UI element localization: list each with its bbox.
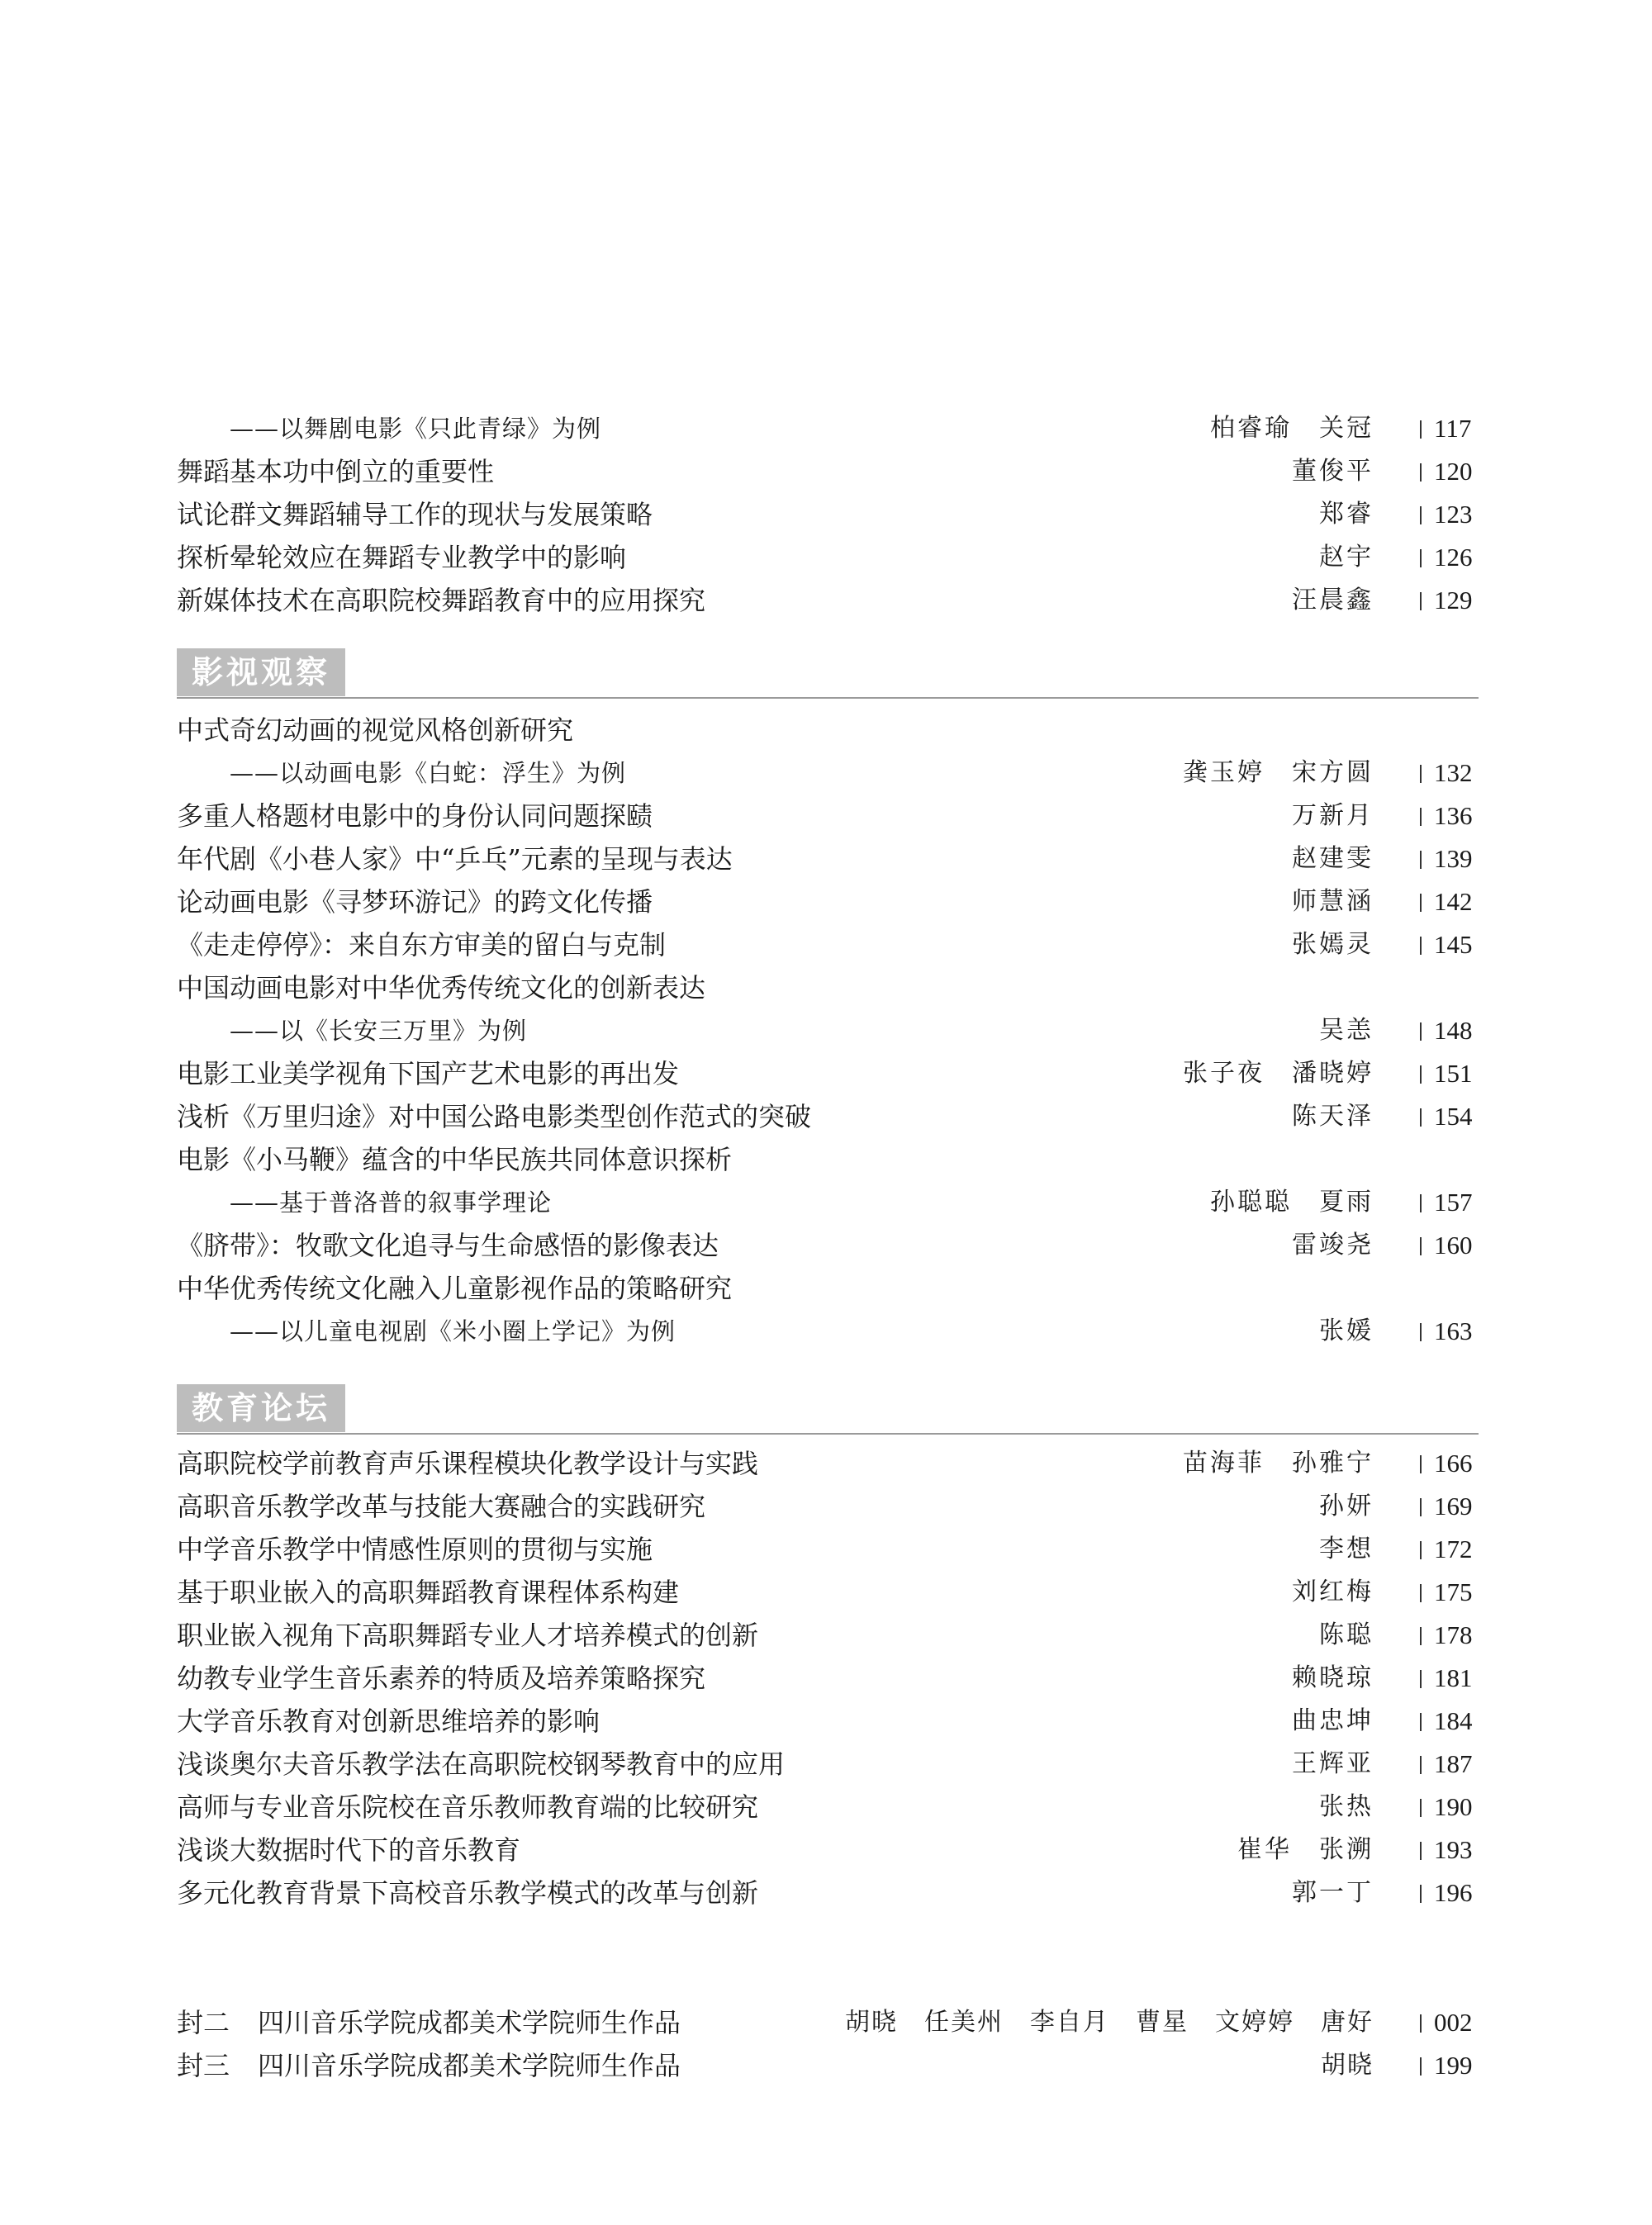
toc-entry-authors: 赵建雯 xyxy=(1292,844,1374,873)
toc-entry-129[interactable] xyxy=(177,579,1479,622)
page-separator-bar xyxy=(1420,1799,1422,1817)
toc-entry-193[interactable] xyxy=(177,1829,1479,1872)
toc-entry-126[interactable] xyxy=(177,536,1479,579)
toc-entry-title: 电影《小马鞭》蕴含的中华民族共同体意识探析 xyxy=(177,1144,733,1175)
toc-entry-title: 高职音乐教学改革与技能大赛融合的实践研究 xyxy=(177,1491,706,1522)
page-separator-bar xyxy=(1420,1713,1422,1731)
toc-entry-154[interactable] xyxy=(177,1095,1479,1138)
toc-entry-page: 196 xyxy=(1434,1878,1473,1907)
toc-entry-172[interactable] xyxy=(177,1528,1479,1571)
page-separator-bar xyxy=(1420,592,1422,610)
toc-entry-title-only[interactable] xyxy=(177,1138,1479,1181)
toc-entry-authors: 苗海菲 孙雅宁 xyxy=(1183,1449,1374,1478)
toc-entry-page: 139 xyxy=(1434,844,1473,873)
toc-entry-authors: 柏睿瑜 关冠 xyxy=(1210,414,1374,443)
toc-entry-page: 160 xyxy=(1434,1231,1473,1260)
toc-entry-169[interactable] xyxy=(177,1485,1479,1528)
toc-entry-title: 《走走停停》：来自东方审美的留白与克制 xyxy=(177,929,667,961)
page-separator-bar xyxy=(1420,2014,1422,2033)
section-label: 教育论坛 xyxy=(192,1389,331,1426)
page-separator-bar xyxy=(1420,1455,1422,1473)
toc-entry-authors: 雷竣尧 xyxy=(1292,1231,1374,1260)
page-separator-bar xyxy=(1420,1498,1422,1516)
toc-entry-authors: 王辉亚 xyxy=(1292,1749,1374,1778)
toc-entry-175[interactable] xyxy=(177,1571,1479,1614)
page-separator-bar xyxy=(1420,463,1422,482)
section-label-box xyxy=(177,648,345,696)
toc-entry-page: 123 xyxy=(1434,500,1473,529)
toc-entry-184[interactable] xyxy=(177,1700,1479,1743)
toc-entry-120[interactable] xyxy=(177,450,1479,493)
toc-entry-page: 187 xyxy=(1434,1749,1473,1778)
toc-entry-title: 新媒体技术在高职院校舞蹈教育中的应用探究 xyxy=(177,585,706,616)
toc-entry-title: 浅谈大数据时代下的音乐教育 xyxy=(177,1834,521,1866)
toc-entry-136[interactable] xyxy=(177,795,1479,837)
toc-entry-authors: 赵宇 xyxy=(1319,543,1374,572)
toc-entry-title: 浅谈奥尔夫音乐教学法在高职院校钢琴教育中的应用 xyxy=(177,1748,786,1780)
cover-page: 199 xyxy=(1434,2051,1473,2080)
toc-entry-166[interactable] xyxy=(177,1442,1479,1485)
page-separator-bar xyxy=(1420,420,1422,439)
section-header-film xyxy=(177,648,1479,698)
toc-entry-page: 151 xyxy=(1434,1059,1473,1088)
cover-title: 四川音乐学院成都美术学院师生作品 xyxy=(258,2007,681,2038)
cover-entry-inside-back[interactable] xyxy=(177,2044,1479,2087)
toc-entry-title-only[interactable] xyxy=(177,1267,1479,1310)
toc-entry-160[interactable] xyxy=(177,1224,1479,1267)
toc-entry-page: 129 xyxy=(1434,586,1473,614)
toc-entry-139[interactable] xyxy=(177,837,1479,880)
toc-entry-authors: 龚玉婷 宋方圆 xyxy=(1183,758,1374,787)
toc-entry-page: 166 xyxy=(1434,1449,1473,1478)
toc-entry-page: 184 xyxy=(1434,1706,1473,1735)
section-label: 影视观察 xyxy=(192,653,331,690)
toc-entry-subtitle: ——以舞剧电影《只此青绿》为例 xyxy=(230,415,602,443)
cover-page: 002 xyxy=(1434,2008,1473,2037)
toc-entry-page: 157 xyxy=(1434,1188,1473,1217)
toc-entry-page: 181 xyxy=(1434,1663,1473,1692)
page-separator-bar xyxy=(1420,1842,1422,1860)
toc-entry-title: 高师与专业音乐院校在音乐教师教育端的比较研究 xyxy=(177,1791,759,1823)
section-header-education xyxy=(177,1384,1479,1434)
page-separator-bar xyxy=(1420,1237,1422,1255)
page-separator-bar xyxy=(1420,1323,1422,1341)
toc-entry-authors: 郑睿 xyxy=(1319,500,1374,529)
toc-entry-title: 试论群文舞蹈辅导工作的现状与发展策略 xyxy=(177,499,653,530)
toc-entry-subtitle: ——以《长安三万里》为例 xyxy=(230,1017,528,1045)
toc-entry-authors: 崔华 张溯 xyxy=(1237,1835,1374,1864)
toc-entry-title: 中国动画电影对中华优秀传统文化的创新表达 xyxy=(177,972,706,1003)
page-separator-bar xyxy=(1420,506,1422,524)
toc-entry-187[interactable] xyxy=(177,1743,1479,1786)
toc-entry-authors: 万新月 xyxy=(1292,801,1374,830)
toc-entry-title: 中式奇幻动画的视觉风格创新研究 xyxy=(177,714,574,746)
toc-entry-authors: 郭一丁 xyxy=(1292,1878,1374,1907)
page-separator-bar xyxy=(1420,1108,1422,1127)
toc-entry-title-only[interactable] xyxy=(177,966,1479,1009)
toc-entry-page: 136 xyxy=(1434,801,1473,830)
page-separator-bar xyxy=(1420,1194,1422,1212)
toc-entry-page: 163 xyxy=(1434,1316,1473,1345)
page-separator-bar xyxy=(1420,1065,1422,1084)
toc-entry-page: 148 xyxy=(1434,1016,1473,1045)
toc-entry-subtitle: ——以动画电影《白蛇：浮生》为例 xyxy=(230,759,627,787)
toc-entry-authors: 孙妍 xyxy=(1319,1492,1374,1520)
toc-entry-148[interactable] xyxy=(177,1009,1479,1052)
toc-entry-page: 190 xyxy=(1434,1792,1473,1821)
toc-entry-authors: 汪晨鑫 xyxy=(1292,586,1374,614)
toc-entry-123[interactable] xyxy=(177,493,1479,536)
toc-entry-page: 120 xyxy=(1434,457,1473,486)
cover-authors: 胡晓 任美州 李自月 曹星 文婷婷 唐好 xyxy=(845,2008,1374,2037)
page-separator-bar xyxy=(1420,1584,1422,1602)
toc-entry-page: 142 xyxy=(1434,887,1473,916)
toc-entry-authors: 师慧涵 xyxy=(1292,887,1374,916)
toc-entry-title: 电影工业美学视角下国产艺术电影的再出发 xyxy=(177,1058,680,1089)
toc-entry-authors: 李想 xyxy=(1319,1535,1374,1563)
toc-entry-title: 年代剧《小巷人家》中“乒乓”元素的呈现与表达 xyxy=(177,843,733,875)
toc-entry-authors: 吴恙 xyxy=(1319,1016,1374,1045)
cover-label: 封三 xyxy=(177,2050,230,2081)
toc-entry-authors: 赖晓琼 xyxy=(1292,1663,1374,1692)
toc-entry-178[interactable] xyxy=(177,1614,1479,1657)
toc-entry-page: 172 xyxy=(1434,1535,1473,1563)
toc-entry-title: 基于职业嵌入的高职舞蹈教育课程体系构建 xyxy=(177,1577,680,1608)
toc-entry-authors: 张嫣灵 xyxy=(1292,930,1374,959)
toc-entry-page: 193 xyxy=(1434,1835,1473,1864)
toc-entry-181[interactable] xyxy=(177,1657,1479,1700)
toc-entry-117[interactable] xyxy=(177,407,1479,450)
toc-entry-163[interactable] xyxy=(177,1310,1479,1353)
toc-entry-authors: 刘红梅 xyxy=(1292,1577,1374,1606)
toc-entry-title-only[interactable] xyxy=(177,709,1479,752)
section-label-box xyxy=(177,1384,345,1432)
toc-entry-title: 《脐带》：牧歌文化追寻与生命感悟的影像表达 xyxy=(177,1230,719,1261)
toc-entry-title: 中学音乐教学中情感性原则的贯彻与实施 xyxy=(177,1534,653,1565)
cover-authors: 胡晓 xyxy=(1321,2051,1374,2080)
page-separator-bar xyxy=(1420,851,1422,869)
page-separator-bar xyxy=(1420,937,1422,955)
page-separator-bar xyxy=(1420,1670,1422,1688)
toc-entry-title: 中华优秀传统文化融入儿童影视作品的策略研究 xyxy=(177,1273,733,1304)
toc-entry-page: 117 xyxy=(1434,414,1472,443)
toc-entry-title: 探析晕轮效应在舞蹈专业教学中的影响 xyxy=(177,542,627,573)
toc-entry-190[interactable] xyxy=(177,1786,1479,1829)
page-separator-bar xyxy=(1420,2057,1422,2076)
toc-entry-page: 178 xyxy=(1434,1620,1473,1649)
toc-entry-page: 169 xyxy=(1434,1492,1473,1520)
toc-entry-196[interactable] xyxy=(177,1872,1479,1914)
toc-entry-page: 154 xyxy=(1434,1102,1473,1131)
toc-entry-157[interactable] xyxy=(177,1181,1479,1224)
page-separator-bar xyxy=(1420,1541,1422,1559)
toc-entry-142[interactable] xyxy=(177,880,1479,923)
toc-entry-authors: 陈聪 xyxy=(1319,1620,1374,1649)
toc-entry-authors: 陈天泽 xyxy=(1292,1102,1374,1131)
page-separator-bar xyxy=(1420,808,1422,826)
page-separator-bar xyxy=(1420,894,1422,912)
cover-title: 四川音乐学院成都美术学院师生作品 xyxy=(258,2050,681,2081)
toc-entry-page: 126 xyxy=(1434,543,1473,572)
toc-entry-authors: 张热 xyxy=(1319,1792,1374,1821)
toc-entry-title: 幼教专业学生音乐素养的特质及培养策略探究 xyxy=(177,1663,706,1694)
toc-entry-title: 舞蹈基本功中倒立的重要性 xyxy=(177,456,495,487)
page-separator-bar xyxy=(1420,1022,1422,1041)
cover-entry-inside-front[interactable] xyxy=(177,2001,1479,2044)
toc-entry-authors: 孙聪聪 夏雨 xyxy=(1210,1188,1374,1217)
toc-entry-132[interactable] xyxy=(177,752,1479,795)
page-separator-bar xyxy=(1420,1885,1422,1903)
toc-entry-title: 多元化教育背景下高校音乐教学模式的改革与创新 xyxy=(177,1877,759,1909)
toc-entry-page: 145 xyxy=(1434,930,1473,959)
page-separator-bar xyxy=(1420,765,1422,783)
toc-entry-authors: 张子夜 潘晓婷 xyxy=(1183,1059,1374,1088)
toc-entry-title: 大学音乐教育对创新思维培养的影响 xyxy=(177,1706,601,1737)
toc-entry-authors: 董俊平 xyxy=(1292,457,1374,486)
page-separator-bar xyxy=(1420,549,1422,567)
page-separator-bar xyxy=(1420,1756,1422,1774)
toc-entry-title: 多重人格题材电影中的身份认同问题探赜 xyxy=(177,800,653,832)
toc-entry-subtitle: ——基于普洛普的叙事学理论 xyxy=(230,1188,553,1217)
toc-entry-page: 132 xyxy=(1434,758,1473,787)
section-divider xyxy=(177,697,1479,699)
cover-label: 封二 xyxy=(177,2007,230,2038)
toc-entry-151[interactable] xyxy=(177,1052,1479,1095)
toc-entry-page: 175 xyxy=(1434,1577,1473,1606)
toc-entry-title: 高职院校学前教育声乐课程模块化教学设计与实践 xyxy=(177,1448,759,1479)
toc-entry-authors: 曲忠坤 xyxy=(1292,1706,1374,1735)
toc-entry-145[interactable] xyxy=(177,923,1479,966)
toc-entry-authors: 张媛 xyxy=(1319,1316,1374,1345)
page-separator-bar xyxy=(1420,1627,1422,1645)
toc-entry-title: 职业嵌入视角下高职舞蹈专业人才培养模式的创新 xyxy=(177,1620,759,1651)
toc-entry-title: 论动画电影《寻梦环游记》的跨文化传播 xyxy=(177,886,653,918)
section-divider xyxy=(177,1433,1479,1435)
toc-entry-title: 浅析《万里归途》对中国公路电影类型创作范式的突破 xyxy=(177,1101,812,1132)
toc-entry-subtitle: ——以儿童电视剧《米小圈上学记》为例 xyxy=(230,1317,676,1345)
